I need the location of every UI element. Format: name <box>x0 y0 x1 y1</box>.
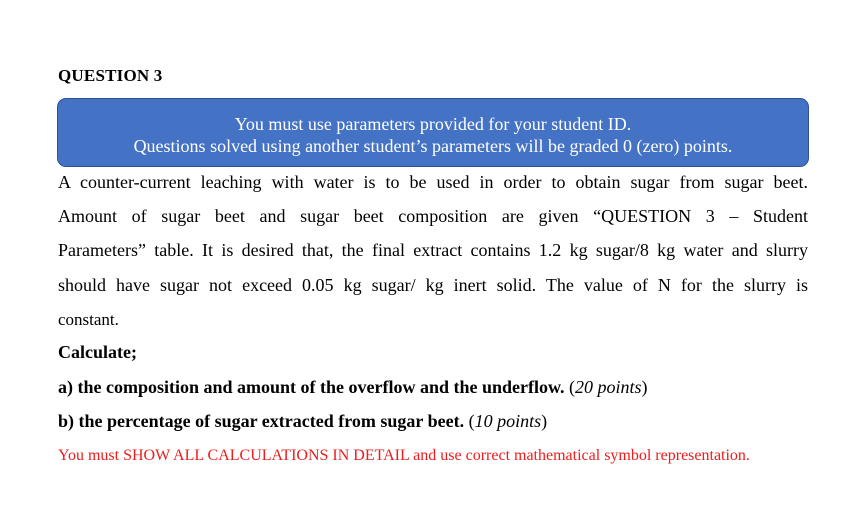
notice-line-1: You must use parameters provided for your student ID. <box>234 114 632 134</box>
part-a-points-value: 20 points <box>575 377 642 397</box>
calculate-heading: Calculate; <box>58 342 137 362</box>
part-b <box>58 411 808 432</box>
notice-line-2: Questions solved using another student’s parameters will be graded 0 (zero) points. <box>133 136 733 156</box>
part-b-text: b) the percentage of sugar extracted from sugar beet. <box>58 411 465 431</box>
part-a-text: a) the composition and amount of the overflow and the underflow. <box>58 377 565 397</box>
part-a-points: (20 points) <box>569 377 648 397</box>
notice-box <box>57 98 809 167</box>
body-line-5: constant. <box>58 310 119 329</box>
part-b-points: (10 points) <box>468 411 548 431</box>
body-line-1: A counter-current leaching with water is to be used in order to obtain sugar from sugar beet. <box>58 172 808 192</box>
part-a <box>58 377 808 398</box>
part-b-points-value: 10 points <box>474 411 542 431</box>
body-line-4: should have sugar not exceed 0.05 kg sugar/ kg inert solid. The value of N for the slurry is <box>58 275 808 295</box>
warning-text: You must SHOW ALL CALCULATIONS IN DETAIL and use correct mathematical symbol representation. <box>58 447 750 464</box>
body-line-3: Parameters” table. It is desired that, the final extract contains 1.2 kg sugar/8 kg water and slurry <box>58 240 808 260</box>
body-line-2: Amount of sugar beet and sugar beet composition are given “QUESTION 3 – Student <box>58 206 808 226</box>
question-title: QUESTION 3 <box>58 66 163 85</box>
